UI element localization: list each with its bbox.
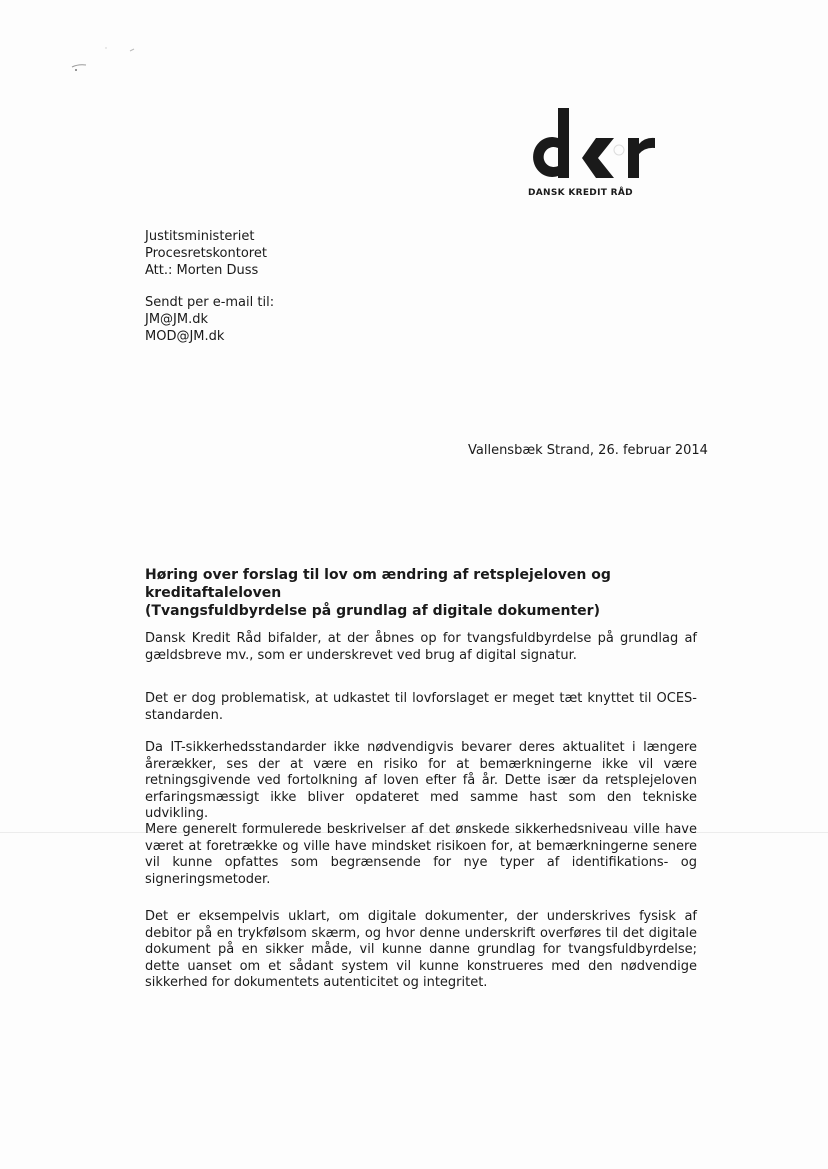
sent-by-email [145, 294, 274, 345]
body-paragraph: Det er eksempelvis uklart, om digitale dokumenter, der underskrives fysisk af debitor på en trykfølsom skærm, og hvor denne underskrift overføres til det digitale dokument på en sikker måde, vil kunne danne grundlag for tvangsfuldbyrdelse; dette uanset om et sådant system vil kunne konstrueres med den nødvendige sikkerhed for dokumentets autenticitet og integritet. [145, 909, 697, 990]
recipient-line: Att.: Morten Duss [145, 263, 259, 278]
body-paragraph: Da IT-sikkerhedsstandarder ikke nødvendigvis bevarer deres aktualitet i længere årerækker, ses der at være en risiko for at bemærkningerne ikke vil være retningsgivende ved fortolkning af loven efter få år. Dette især da retsplejeloven erfaringsmæssigt ikke bliver opdateret med samme hast som den tekniske udvikling. [145, 740, 697, 821]
email-address: JM@JM.dk [145, 312, 209, 327]
body-paragraph: Det er dog problematisk, at udkastet til lovforslaget er meget tæt knyttet til OCES-standarden. [145, 691, 697, 723]
subject-line: (Tvangsfuldbyrdelse på grundlag af digitale dokumenter) [145, 603, 600, 619]
body-paragraph: Dansk Kredit Råd bifalder, at der åbnes op for tvangsfuldbyrdelse på grundlag af gældsbreve mv., som er underskrevet ved brug af digital signatur. [145, 631, 697, 663]
scan-artifact-marks [60, 45, 150, 75]
body-paragraph: Mere generelt formulerede beskrivelser af det ønskede sikkerhedsniveau ville have været at foretrække og ville have mindsket risikoen for, at bemærkningerne senere vil kunne opfattes som begrænsende for nye typer af identifikations- og signeringsmetoder. [145, 822, 697, 887]
subject-line: Høring over forslag til lov om ændring af retsplejeloven og kreditaftaleloven [145, 567, 611, 601]
place-and-date: Vallensbæk Strand, 26. februar 2014 [468, 443, 708, 458]
recipient-line: Justitsministeriet [145, 229, 255, 244]
sent-label: Sendt per e-mail til: [145, 295, 275, 310]
logo-subtitle: DANSK KREDIT RÅD [528, 188, 633, 198]
dkr-logo-mark [520, 108, 660, 188]
recipient-line: Procesretskontoret [145, 246, 267, 261]
email-address: MOD@JM.dk [145, 329, 225, 344]
recipient-address [145, 228, 267, 279]
subject-heading [145, 566, 705, 620]
